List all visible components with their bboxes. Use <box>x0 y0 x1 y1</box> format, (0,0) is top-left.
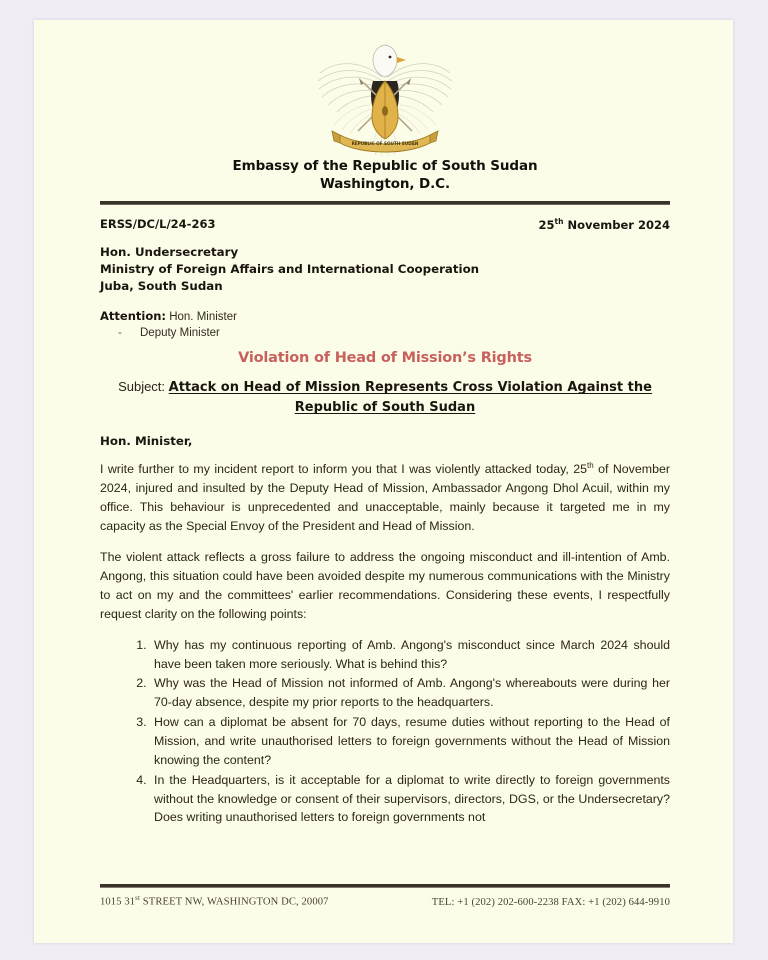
attention-label: Attention: <box>100 308 167 323</box>
date-day: 25 <box>538 217 555 232</box>
letterhead <box>100 20 670 205</box>
subject-label: Subject: <box>118 379 169 395</box>
date-ordinal: th <box>554 216 564 226</box>
reference-row <box>100 217 670 232</box>
embassy-name-line1: Embassy of the Republic of South Sudan <box>232 158 538 174</box>
para1-before: I write further to my incident report to inform you that I was violently attacked today, 25 <box>100 462 588 477</box>
page-content <box>100 20 670 943</box>
document-title: Violation of Head of Mission’s Rights <box>238 350 532 367</box>
list-item: 3. How can a diplomat be absent for 70 days, resume duties without reporting to the Head of Mission, and write unauthorised letters to foreign governments without the Head of Mission knowing the content? <box>150 713 670 770</box>
footer-phone-fax: TEL: +1 (202) 202-600-2238 FAX: +1 (202) 644-9910 <box>431 896 670 908</box>
subject-line <box>100 378 670 418</box>
footer-address-ordinal: st <box>135 894 141 902</box>
south-sudan-coat-of-arms-icon <box>310 35 460 157</box>
attention-primary: Hon. Minister <box>166 310 237 323</box>
embassy-name-line2: Washington, D.C. <box>319 175 450 192</box>
para1-ordinal: th <box>587 461 594 471</box>
para1-after: of November 2024, injured and insulted by the Deputy Head of Mission, Ambassador Angong Dhol Acuil, within my office. This behaviour is unprecedented and unacceptable, mainly because it targeted me in my capacity as the Special Envoy of the President and Head of Mission. <box>100 462 670 533</box>
date-rest: November 2024 <box>563 217 670 232</box>
reference-number: ERSS/DC/L/24-263 <box>100 217 216 232</box>
body-paragraph-2: The violent attack reflects a gross failure to address the ongoing misconduct and ill-intention of Amb. Angong, this situation could have been avoided despite my numerous communications with the Ministry to act on my and the committees' earlier recommendations. Considering these events, I respectfully request clarity on the following points: <box>100 550 670 621</box>
list-item: 2. Why was the Head of Mission not informed of Amb. Angong's whereabouts were during her 70-day absence, despite my prior reports to the headquarters. <box>150 674 670 712</box>
addressee-line3: Juba, South Sudan <box>100 278 223 293</box>
emblem-container <box>100 34 670 158</box>
addressee-block <box>100 244 670 294</box>
footer-contact-row <box>100 894 670 908</box>
attention-secondary-row <box>100 326 670 342</box>
list-item: 4. In the Headquarters, is it acceptable for a diplomat to write directly to foreign governments without the knowledge or consent of their supervisors, directors, DGS, or the Undersecretary? Does writing unauthorised letters to foreign governments not <box>150 771 670 828</box>
list-item: 1. Why has my continuous reporting of Amb. Angong's misconduct since March 2024 should have been taken more seriously. What is behind this? <box>150 636 670 674</box>
footer-address <box>100 894 329 908</box>
attention-dash: - <box>118 326 122 339</box>
letter-date <box>539 217 670 232</box>
body-paragraph-1 <box>100 460 670 536</box>
addressee-line1: Hon. Undersecretary <box>100 245 239 260</box>
attention-secondary: Deputy Minister <box>140 326 220 339</box>
attention-block <box>100 309 670 342</box>
svg-text:REPUBLIC OF SOUTH SUDAN: REPUBLIC OF SOUTH SUDAN <box>351 141 419 146</box>
footer-divider <box>100 884 670 888</box>
letterhead-divider <box>100 201 670 205</box>
footer-address-number: 1015 31 <box>100 896 136 908</box>
subject-text: Attack on Head of Mission Represents Cross Violation Against the Republic of South Sudan <box>168 380 652 416</box>
page-footer <box>100 884 670 908</box>
addressee-line2: Ministry of Foreign Affairs and International Cooperation <box>100 262 480 277</box>
questions-list <box>100 636 670 827</box>
footer-address-rest: STREET NW, WASHINGTON DC, 20007 <box>140 896 329 908</box>
letter-page <box>34 20 733 943</box>
salutation: Hon. Minister, <box>100 434 193 449</box>
